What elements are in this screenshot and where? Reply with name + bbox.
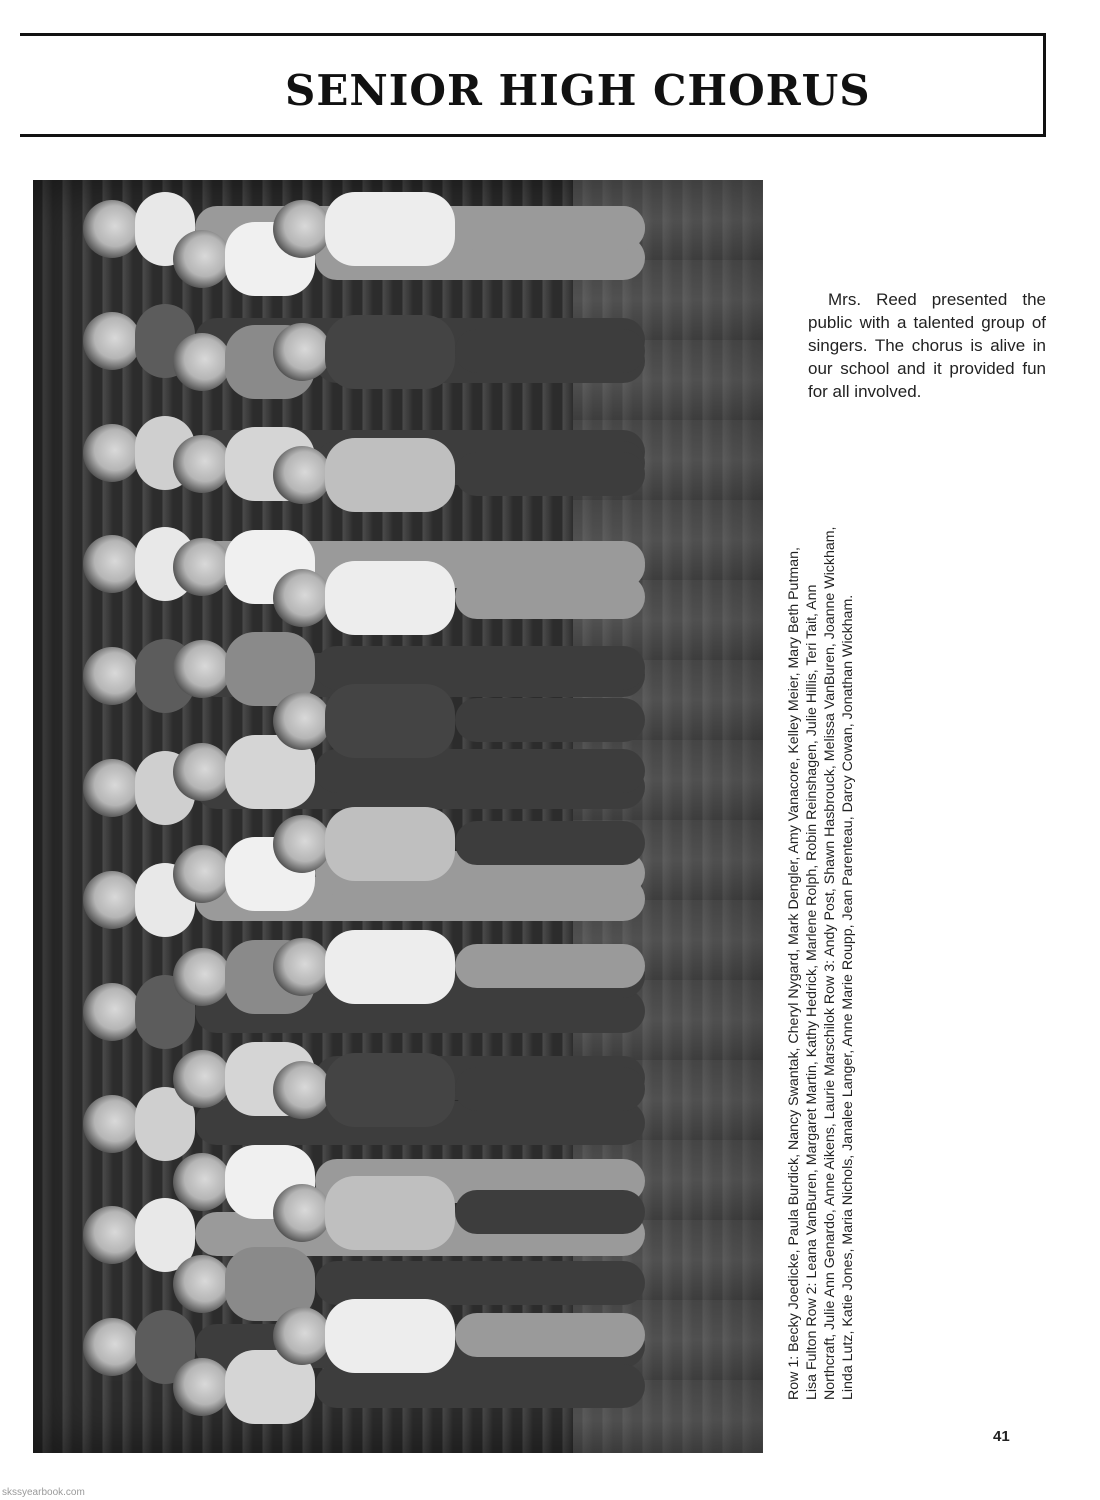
member-head <box>273 815 331 873</box>
member-head <box>273 323 331 381</box>
member-head <box>273 1184 331 1242</box>
member-body <box>325 315 455 389</box>
member-body <box>325 561 455 635</box>
member-head <box>173 435 231 493</box>
member-head <box>173 333 231 391</box>
member-head <box>83 871 141 929</box>
member-head <box>83 424 141 482</box>
member-head <box>273 1061 331 1119</box>
member-legs <box>455 329 645 373</box>
member-head <box>83 983 141 1041</box>
member-legs <box>455 206 645 250</box>
member-body <box>325 192 455 266</box>
member-head <box>173 845 231 903</box>
member-body <box>325 930 455 1004</box>
member-legs <box>455 575 645 619</box>
member-head <box>173 538 231 596</box>
watermark: skssyearbook.com <box>2 1487 85 1498</box>
member-head <box>273 1307 331 1365</box>
member-head <box>83 312 141 370</box>
member-body <box>325 807 455 881</box>
member-legs <box>455 1313 645 1357</box>
member-head <box>273 938 331 996</box>
member-head <box>83 200 141 258</box>
member-head <box>173 1153 231 1211</box>
member-legs <box>455 1190 645 1234</box>
member-head <box>273 692 331 750</box>
member-head <box>173 1358 231 1416</box>
member-head <box>83 1318 141 1376</box>
member-head <box>173 230 231 288</box>
member-body <box>325 1176 455 1250</box>
member-head <box>273 446 331 504</box>
member-legs <box>455 698 645 742</box>
member-body <box>325 1299 455 1373</box>
member-legs <box>455 944 645 988</box>
member-head <box>83 1206 141 1264</box>
member-head <box>83 647 141 705</box>
member-head <box>83 535 141 593</box>
member-head <box>173 743 231 801</box>
member-head <box>173 948 231 1006</box>
member-head <box>83 759 141 817</box>
member-head <box>83 1095 141 1153</box>
member-head <box>173 1050 231 1108</box>
member-head <box>173 1255 231 1313</box>
page-number: 41 <box>993 1428 1010 1445</box>
member-legs <box>455 452 645 496</box>
member-legs <box>455 1067 645 1111</box>
group-photo <box>33 180 763 1453</box>
member-legs <box>455 821 645 865</box>
member-head <box>273 569 331 627</box>
caption-container <box>785 520 895 1400</box>
member-body <box>325 1053 455 1127</box>
member-body <box>325 684 455 758</box>
photo-caption: Row 1: Becky Joedicke, Paula Burdick, Nancy Swantak, Cheryl Nygard, Mark Dengler, Amy Vanacore, Kelley Meier, Mary Beth Putman, Lisa Fulton Row 2: Leana VanBuren, Margaret Martin, Kathy Hedrick, Marlene Rolph, Robin Reinshagen, Julie Hillis, Teri Tait, Ann Northcraft, Julie Ann Genardo, Anne Aikens, Laurie Marschilok Row 3: Andy Post, Shawn Hasbrouck, Melissa VanBuren, Joanne Wickham, Linda Lutz, Katie Jones, Maria Nichols, Janalee Langer, Anne Marie Roupp, Jean Parenteau, Darcy Cowan, Jonathan Wickham. <box>786 526 856 1400</box>
member-head <box>173 640 231 698</box>
member-body <box>325 438 455 512</box>
member-head <box>273 200 331 258</box>
page-title: SENIOR HIGH CHORUS <box>285 66 871 115</box>
description-text: Mrs. Reed presented the public with a talented group of singers. The chorus is alive in our school and it provided fun for all involved. <box>808 290 1046 401</box>
